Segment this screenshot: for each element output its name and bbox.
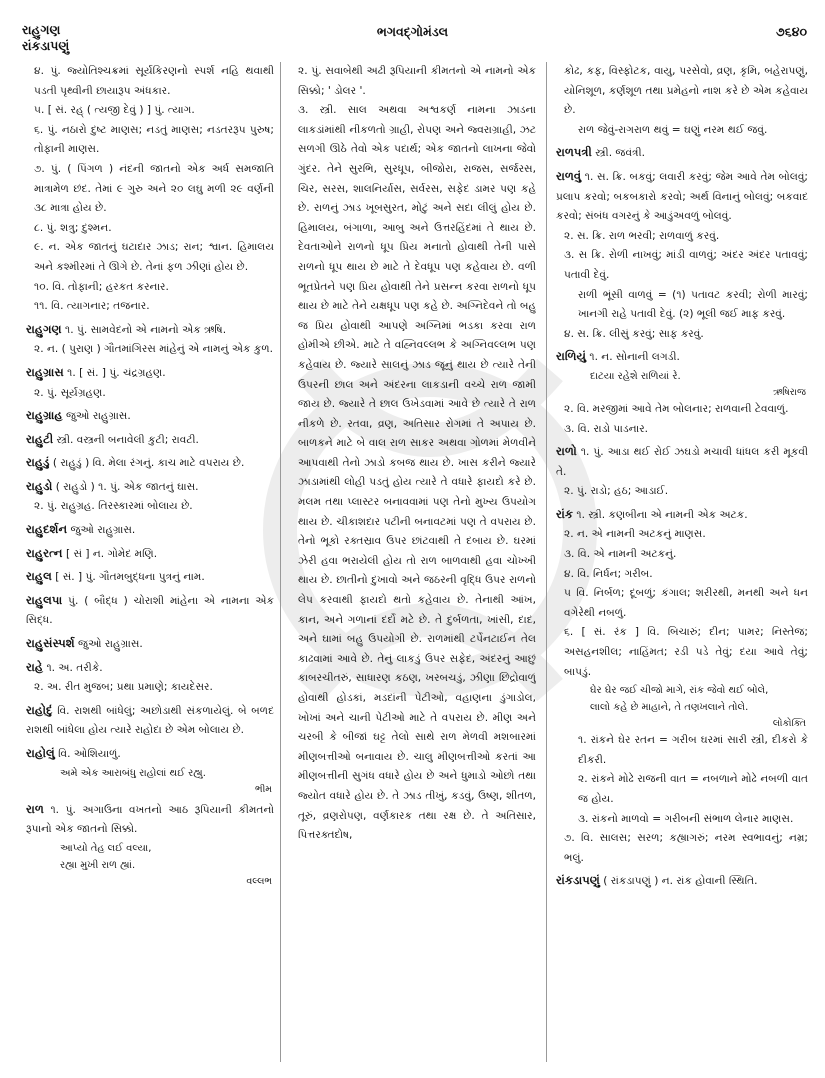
idiom-phrase: રાળી ભૂંસી વાળવું = (૧) પતાવટ કરવી; રોળી મારવું; ખાનગી રાહે પતાવી દેવું. (૨) ભૂલી જઈ માફ કરવું. <box>578 288 808 321</box>
sense-definition: ૨. પું. રાહુગ્રહ. તિરસ્કારમાં બોલાય છે. <box>34 500 193 513</box>
sense-definition: ( રાહુડો ) ૧. પું. એક જાતનું ઘાસ. <box>55 480 199 493</box>
headword: રાળિયું <box>556 349 586 364</box>
sense-definition: ૭. વિ. સાલસ; સરળ; કહ્યાગરું; નરમ સ્વભાવનું; નમ્ર; ભલું. <box>564 832 808 864</box>
sense-definition: ૧. સ. ક્રિ. બકવું; લવારી કરવું; જેમ આવે તેમ બોલવું; પ્રલાપ કરવો; બકબકારો કરવો; અર્થ વિનાનું બોલવું; બકવાદ કરવો; સંબંધ વગરનું કે આડુંઅવળું બોલવું. <box>556 170 808 223</box>
sense-definition: ૨. પું. સવાબેથી અઢી રૂપિયાની કીમતનો એ નામનો એક સિક્કો; ' ડોલર '. <box>298 65 536 97</box>
sense-definition: ૪. પું. જ્યોતિશ્ચક્રમાં સૂર્યકિરણનો સ્પર્શ નહિ થવાથી પડતી પૃથ્વીની છાયારૂપ અંધકાર. <box>34 65 274 97</box>
headword: રાહુગણ <box>26 321 62 336</box>
headword: રાંકડાપણું <box>556 873 600 888</box>
dictionary-entry <box>556 62 808 140</box>
column-divider <box>280 62 281 1062</box>
page-number: ૭૬૪૦ <box>776 24 807 39</box>
quotation-line: ઘેર ઘેર જઈ ચીજો માગે, રાંક જેવો થઈ બોલે, <box>590 685 769 697</box>
dictionary-entry <box>26 544 274 565</box>
sense-definition: ૨. સ. ક્રિ. રાળ ભરવી; રાળવાળું કરવું. <box>564 229 720 242</box>
sense-definition: ( રાહુડું ) વિ. મેલા રંગનું. કાચ માટે વપરાય છે. <box>52 457 245 470</box>
sense-definition: ૭. પું. ( પિંગળ ) નંદની જાતનો એક અર્ધ સમજાતિ માત્રામેળ છંદ. તેમાં ૯ ગુરુ અને ૨૦ લઘુ મળી ૨૯ વર્ણની ૩૮ માત્રા હોય છે. <box>34 162 274 215</box>
headword: રાળો <box>556 444 577 459</box>
sense-definition: ૧. પું. અગાઉના વખતનો આઠ રૂપિયાની કીમતનો રૂપાનો એક જાતનો સિક્કો. <box>26 803 274 836</box>
sense-definition: ૬. [ સં. રંક ] વિ. બિચારું; દીન; પામર; નિસ્તેજ; અસહનશીલ; નાહિંમત; રડી પડે તેવું; દયા આવે તેવું; બાપડું. <box>564 626 808 678</box>
dictionary-entry <box>26 744 274 797</box>
headword: રાહોદું <box>26 702 53 717</box>
headword: રાંક <box>556 506 574 521</box>
headword: રાહુડો <box>26 478 53 493</box>
sense-definition: ૩. વિ. એ નામની અટકનું. <box>564 548 677 561</box>
sense-definition: ૫ વિ. નિર્બળ; દૂબળું; કંગાલ; શરીરથી, મનથી અને ધન વગેરેથી નબળું. <box>564 587 808 619</box>
headword: રાહુસંસ્પર્શ <box>26 636 75 651</box>
dictionary-entry <box>26 62 274 317</box>
dictionary-entry <box>556 347 808 439</box>
headword: રાહુગ્રાહ <box>26 408 63 423</box>
dictionary-entry <box>26 363 274 403</box>
headword: રાહુરત્ન <box>26 545 63 560</box>
idiom-phrase: ૨. રાંકને મોઢે રાજની વાત = નબળાને મોઢે નબળી વાત જ હોય. <box>578 773 808 805</box>
sense-definition: ૧. અ. તરીકે. <box>46 661 103 674</box>
headword: રાહુલ <box>26 569 52 584</box>
column-left <box>26 62 274 1062</box>
dictionary-entry <box>556 505 808 869</box>
sense-definition: ૩. સ્ત્રી. સાલ અથવા અશ્વકર્ણ નામના ઝાડના લાકડાંમાંથી નીકળતો ગ્રાહી, રોપણ અને જ્વરાગ્રાહી, ઝટ સળગી ઊઠે તેવો એક પદાર્થ; એક જાતનો લાખના જેવો ગુંદર. તેને સુરભિ, સુરધૂપ, બીજોરા, રાજસ, સર્જરસ, ચિર, સરસ, શાલનિર્યાસ, સર્વરસ, સફેદ ડામર પણ કહે છે. રાળનું ઝાડ ખૂબસુરત, મોટું અને સદા લીલું હોય છે. હિમાલય, બંગાળા, આબુ અને ઉત્તરહિંદમાં તે થાય છે. દેવતાઓને રાળનો ધૂપ પ્રિય મનાતો હોવાથી તેની પાસે રાળનો ધૂપ થાય છે માટે તે દેવધૂપ પણ કહેવાય છે. વળી ભૂતપ્રેતને પણ પ્રિય હોવાથી તેને પ્રસન્ન કરવા રાળનો ધૂપ થાય છે માટે તેને યક્ષધૂપ પણ કહે છે. અગ્નિદેવને તો બહુ જ પ્રિય હોવાથી આપણે અગ્નિમાં ભડકા કરવા રાળ હોમીએ છીએ. માટે તે વહ્નિવલ્લભ કે અગ્નિવલ્લભ પણ કહેવાય છે. જ્યારે સાલનું ઝાડ જૂનું થાય છે ત્યારે તેની ઉપરની છાલ અને અંદરના લાકડાની વચ્ચે રાળ જામી જાય છે. જ્યારે તે છાલ ઉખેડવામાં આવે છે ત્યારે તે રાળ નીકળે છે. રતવા, વ્રણ, અતિસાર રોગમાં તે અપાય છે. બાળકને માટે બે વાલ રાળ સાકર અથવા ગોળમાં મેળવીને આપવાથી તેનો ઝાડો કબજ થાય છે. ખાસ કરીને જ્યારે ઝાડામાંથી લોહી પડતું હોય ત્યારે તે વધારે ફાયદો કરે છે. મલમ તથા પ્લાસ્ટર બનાવવામાં પણ તેનો મુખ્ય ઉપયોગ થાય છે. ચીકાશદાર પટીની બનાવટમાં પણ તે વપરાય છે. તેનો ભૂકો રક્તસ્રાવ ઉપર છાંટવાથી તે દબાય છે. ઘરમાં ઝેરી હવા ભરાયેલી હોય તો રાળ બાળવાથી હવા ચોખ્ખી થાય છે. છાતીનો દુખાવો અને જઠરની વૃદ્ધિ ઉપર રાળનો લેપ કરવાથી ફાયદો થતો કહેવાય છે. તેનાથી આંખ, કાન, અને ગળાનાં દર્દો મટે છે. તે દુર્બળતા, ખાંસી, દાદ, અને ઘામાં બહુ ઉપયોગી છે. રાળમાંથી ટર્પેનટાઈન તેલ કાઢવામાં આવે છે. તેનું લાકડું ઉપર સફેદ, અંદરનું આછું કાબરચીતરું, સાધારણ કઠણ, ખરબચડું, ઝીણા છિદ્રોવાળું હોવાથી હોડકાં, મડદાંની પેટીઓ, વહાણના ડુંગાડોલ, ખોખાં અને ચાની પેટીઓ માટે તે વપરાય છે. મીણ અને ચરબી કે બીજાં ઘટ્ટ તેલો સાથે રાળ મેળવી મશબારમાં મીણબત્તીઓ બનાવાય છે. ચાલુ મીણબત્તીઓ કરતાં આ મીણબત્તીની સુગંધ વધારે હોય છે અને ધુમાડો ઓછો તથા જ્યોત વધારે હોય છે. તે ઝાડ તીખું, કડવું, ઉષ્ણ, શીતળ, તૂરું, વ્રણરોપણ, વર્ણકારક તથા રક્ષ છે. તે અતિસાર, પિત્તરક્તદોષ, <box>298 104 536 842</box>
sense-definition: ૩. સ ક્રિ. રોળી નાખવું; માંડી વાળવું; અંદર અંદર પતાવવું; પતાવી દેવું. <box>564 249 808 281</box>
sense-definition: [ સં ] ન. ગોમેદ મણિ. <box>65 547 158 560</box>
sense-definition: ( રાંકડાપણું ) ન. રાંક હોવાની સ્થિતિ. <box>603 875 758 888</box>
sense-definition: ૮. પું. શત્રુ; દુશ્મન. <box>34 221 112 234</box>
sense-definition: સ્ત્રી. વસ્ત્રની બનાવેલી કુટી; રાવટી. <box>56 433 199 446</box>
headword: રાહોલું <box>26 746 55 760</box>
guide-word-last: રાંકડાપણું <box>22 38 70 53</box>
sense-definition: ૪. સ. ક્રિ. લીસું કરવું; સાફ કરવું. <box>564 327 704 340</box>
column-middle <box>290 62 536 1062</box>
dictionary-entry <box>26 567 274 588</box>
sense-definition: ૬. પું. નઠારો દુષ્ટ માણસ; નડતું માણસ; નડતરરૂપ પુરુષ; તોફાની માણસ. <box>34 123 274 156</box>
quotation-line: દાટયા રહેશે રાળિયાં રે. <box>590 370 681 382</box>
headword: રાહુગ્રાસ <box>26 364 64 379</box>
sense-definition: ૧. સ્ત્રી. કણબીના એ નામની એક અટક. <box>576 508 748 521</box>
quotation-attribution: લોકોક્તિ <box>772 718 806 730</box>
sense-definition: જુઓ રાહુગ્રાસ. <box>78 638 143 651</box>
dictionary-entry <box>290 62 536 846</box>
sense-definition: ૨. વિ. મરજીમાં આવે તેમ બોલનાર; રાળવાની ટેવવાળું. <box>564 402 789 415</box>
sense-definition: ૨. પું. રાડો; હઠ; આડાઈ. <box>564 485 669 498</box>
headword: રાહુડું <box>26 455 50 470</box>
sense-definition: ૩. વિ. રાડો પાડનાર. <box>564 422 649 435</box>
sense-definition: [ સં. ] પું. ગૌતમબુદ્ધના પુત્રનું નામ. <box>55 571 205 584</box>
quotation-attribution: ભીમ <box>254 783 272 795</box>
quotation-line: આપ્યો તેહ લઈ વલ્યા, <box>60 842 152 854</box>
headword: રાહુદર્શન <box>26 522 68 537</box>
headword: રાહુલપા <box>26 592 63 607</box>
quotation-attribution: ઋષિરાજ <box>773 386 806 398</box>
dictionary-entry <box>26 520 274 541</box>
sense-definition: ૫. [ સં. રહ્ ( ત્યજી દેવું ) ] પું. ત્યાગ. <box>34 104 195 117</box>
dictionary-entry <box>26 320 274 360</box>
sense-definition: વિ. રાશથી બાંધેલું; અછોડાથી સંકળાયેલું. બે બળદ રાશથી બાંધેલા હોય ત્યારે રાહોદા છે એમ બોલાય છે. <box>26 704 274 737</box>
sense-definition: ૧. ન. સોનાની લગડી. <box>589 351 680 364</box>
sense-definition: ૧. [ સં. ] પું. ચંદ્રગ્રહણ. <box>67 366 166 379</box>
dictionary-entry <box>556 167 808 344</box>
dictionary-entry <box>26 430 274 451</box>
sense-definition: ૨. અ. રીત મુજબ; પ્રથા પ્રમાણે; કાયદેસર. <box>34 681 213 694</box>
headword: રાળ <box>26 801 44 816</box>
sense-definition: વિ. ઓશિયાળું. <box>58 748 121 760</box>
sense-definition: જુઓ રાહુગ્રાસ. <box>70 524 136 537</box>
headword: રાહુટી <box>26 431 54 446</box>
dictionary-entry <box>26 406 274 427</box>
sense-definition: ૧. પું. આડા થઈ રોઈ ઝઘડો મચાવી ધાંધલ કરી મૂકવી તે. <box>556 446 808 478</box>
sense-definition: ૪. વિ. નિર્ધન; ગરીબ. <box>564 567 653 580</box>
column-divider <box>546 62 547 1062</box>
sense-definition: સ્ત્રી. જવંત્રી. <box>595 147 645 160</box>
sense-definition: ૨. પું. સૂર્યગ્રહણ. <box>34 386 106 399</box>
sense-definition: ૧. પું. સામવેદનો એ નામનો એક ઋષિ. <box>65 323 227 336</box>
idiom-phrase: ૧. રાંકને ઘેર રતન = ગરીબ ઘરમાં સારી સ્ત્રી, દીકરો કે દીકરી. <box>578 734 808 766</box>
headword: રાળવું <box>556 168 582 183</box>
quotation-attribution: વલ્લભ <box>246 875 272 887</box>
sense-definition: ૨. ન. ( પુરાણ ) ગૌતમાંગિરસ માંહેનું એ નામનું એક કુળ. <box>34 343 274 356</box>
dictionary-entry <box>556 442 808 502</box>
dictionary-entry <box>26 634 274 655</box>
dictionary-entry <box>26 453 274 474</box>
quotation-line: લાલો કહે છે માહાને, તે તણખલાને તોલે. <box>590 702 749 714</box>
dictionary-entry <box>26 800 274 889</box>
idiom-phrase: રાળ જેવું-રાગરાળ થવું = ઘણું નરમ થઈ જવું. <box>578 123 768 136</box>
running-title: ભગવદ્ગોમંડલ <box>376 24 449 39</box>
sense-definition: ૨. ન. એ નામની અટકનું માણસ. <box>564 528 706 541</box>
sense-definition: ૧૧. વિ. ત્યાગનાર; તજનાર. <box>34 300 150 313</box>
dictionary-entry <box>26 701 274 741</box>
dictionary-entry <box>556 143 808 164</box>
page-header <box>0 0 825 60</box>
idiom-phrase: ૩. રાંકનો માળવો = ગરીબની સંભાળ લેનાર માણસ. <box>578 812 794 825</box>
quotation-line: અમે એક આરાબંધુ રાહોલાં થઈ રહ્યુ. <box>60 767 206 779</box>
sense-definition: જુઓ રાહુગ્રાસ. <box>66 410 131 423</box>
sense-definition: કોઢ, કફ, વિસ્ફોટક, વાયુ, પરસેવો, વ્રણ, કૃમિ, બહેરાપણું, યોનિશૂળ, કર્ણશૂળ તથા પ્રમેહનો નાશ કરે છે એમ કહેવાય છે. <box>564 65 808 117</box>
quotation-line: રહ્યા મુખી રાળ હ્યાં. <box>60 859 136 871</box>
dictionary-entry <box>26 658 274 698</box>
column-right <box>556 62 808 1062</box>
sense-definition: ૯. ન. એક જાતનું ઘટાદાર ઝાડ; રાન; શ્વાન. હિમાલય અને કશ્મીરમાં તે ઊગે છે. તેનાં ફળ ઝીણાં હોય છે. <box>34 241 274 273</box>
dictionary-entry <box>26 591 274 631</box>
dictionary-entry <box>556 871 808 892</box>
sense-definition: ૧૦. વિ. તોફાની; હરકત કરનાર. <box>34 280 169 293</box>
headword: રાળપત્રી <box>556 145 592 160</box>
sense-definition: પું. ( બૌદ્ધ ) ચોરાશી માંહેના એ નામના એક સિદ્ધ. <box>26 594 274 627</box>
dictionary-columns <box>0 62 825 1072</box>
guide-word-first: રાહુગણ <box>22 22 61 37</box>
dictionary-entry <box>26 477 274 517</box>
headword: રાહે <box>26 659 44 674</box>
